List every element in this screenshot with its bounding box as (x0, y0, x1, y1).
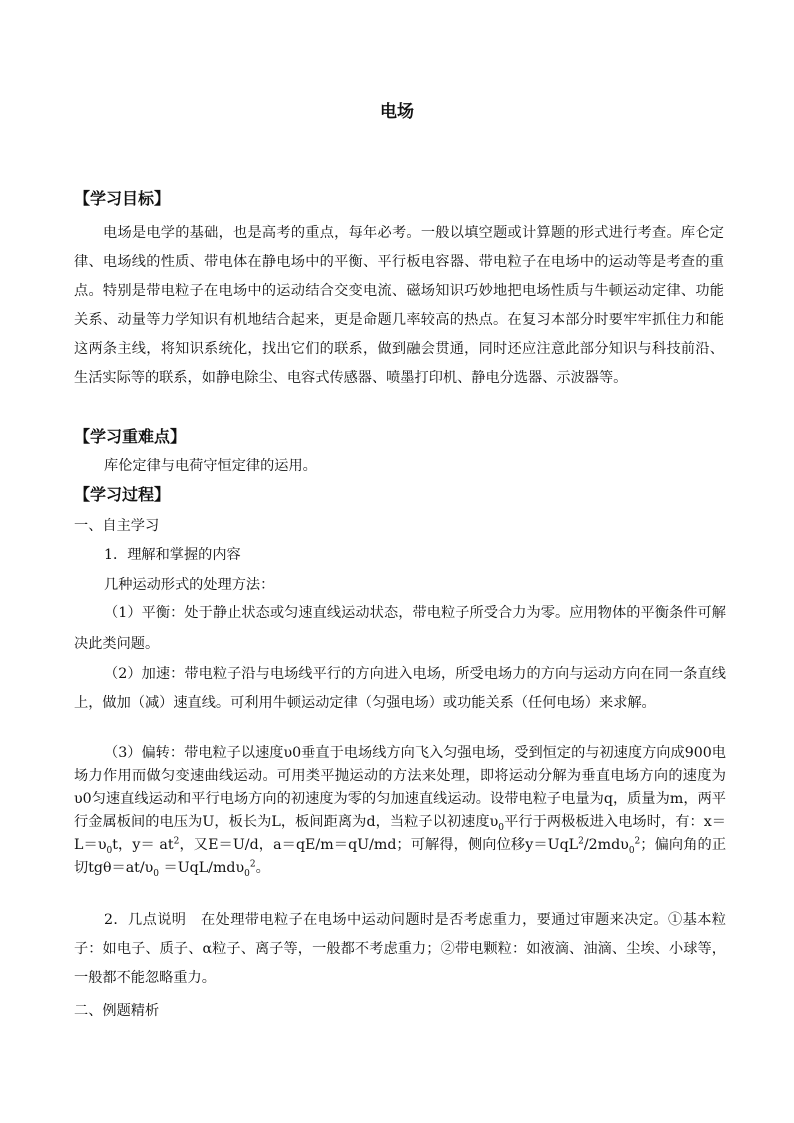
methods-title: 几种运动形式的处理方法： (104, 577, 275, 593)
deflection-text-5: /2mdυ (583, 837, 629, 853)
examples-title: 二、例题精析 (74, 1003, 160, 1019)
superscript-two: 2 (634, 836, 641, 847)
balance-paragraph (74, 598, 726, 660)
subscript-zero: 0 (153, 868, 159, 879)
superscript-two: 2 (173, 836, 180, 847)
deflection-paragraph (74, 742, 726, 880)
subscript-zero: 0 (244, 868, 250, 879)
deflection-text-7: ＝UqL/mdυ (159, 860, 245, 876)
objectives-heading: 【学习目标】 (74, 189, 171, 208)
key-points-text: 库伦定律与电荷守恒定律的运用。 (104, 458, 317, 474)
deflection-text (74, 742, 726, 880)
self-study-title: 一、自主学习 (74, 518, 160, 534)
subscript-zero: 0 (628, 845, 635, 856)
acceleration-text: （2）加速：带电粒子沿与电场线平行的方向进入电场，所受电场力的方向与运动方向在同一条直线上，做加（减）速直线。可利用牛顿运动定律（匀强电场）或功能关系（任何电场）来求解。 (74, 666, 726, 711)
deflection-text-8: 。 (255, 860, 270, 876)
acceleration-paragraph (74, 660, 726, 718)
subscript-zero: 0 (106, 845, 113, 856)
deflection-text-6: ；偏向角的正切tgθ＝at/υ (74, 837, 727, 876)
subscript-zero: 0 (498, 822, 505, 833)
deflection-text-2: 平行于两极板进入电场时，有：x＝L＝υ (74, 814, 726, 853)
objectives-paragraph: 电场是电学的基础，也是高考的重点，每年必考。一般以填空题或计算题的形式进行考查。库仑定律、电场线的性质、带电体在静电场中的平衡、平行板电容器、带电粒子在电场中的运动等是考查的重点。特别是带电粒子在电场中的运动结合交变电流、磁场知识巧妙地把电场性质与牛顿运动定律、功能关系、动量等力学知识有机地结合起来，更是命题几率较高的热点。在复习本部分时要牢牢抓住力和能这两条主线，将知识系统化，找出它们的联系，做到融会贯通，同时还应注意此部分知识与科技前沿、生活实际等的联系，如静电除尘、电容式传感器、喷墨打印机、静电分选器、示波器等。 (74, 225, 724, 386)
key-points-heading: 【学习重难点】 (74, 427, 187, 446)
deflection-text-1: （3）偏转：带电粒子以速度υ0垂直于电场线方向飞入匀强电场，受到恒定的与初速度方向成900电场力作用而做匀变速曲线运动。可用类平抛运动的方法来处理，即将运动分解为垂直电场方向的速度为υ0匀速直线运动和平行电场方向的初速度为零的匀加速直线运动。设带电粒子电量为q，质量为m，两平行金属板间的电压为U，板长为L，板间距离为d，当粒子以初速度υ (74, 745, 726, 830)
balance-text: （1）平衡：处于静止状态或匀速直线运动状态，带电粒子所受合力为零。应用物体的平衡条件可解决此类问题。 (74, 605, 726, 652)
deflection-text-4: ，又E＝U/d，a＝qE/m＝qU/md；可解得，侧向位移y＝UqL (179, 837, 579, 853)
superscript-two: 2 (578, 836, 584, 847)
page-title: 电场 (380, 102, 414, 122)
item1-title: 1．理解和掌握的内容 (104, 547, 241, 563)
deflection-text-3: t，y＝ at (112, 837, 174, 853)
notes-paragraph (74, 906, 726, 993)
notes-text: 2．几点说明 在处理带电粒子在电场中运动问题时是否考虑重力，要通过审题来决定。①基本粒子：如电子、质子、α粒子、离子等，一般都不考虑重力；②带电颗粒：如液滴、油滴、尘埃、小球等，一般都不能忽略重力。 (74, 912, 726, 986)
process-heading: 【学习过程】 (74, 485, 171, 504)
superscript-two: 2 (249, 859, 256, 870)
